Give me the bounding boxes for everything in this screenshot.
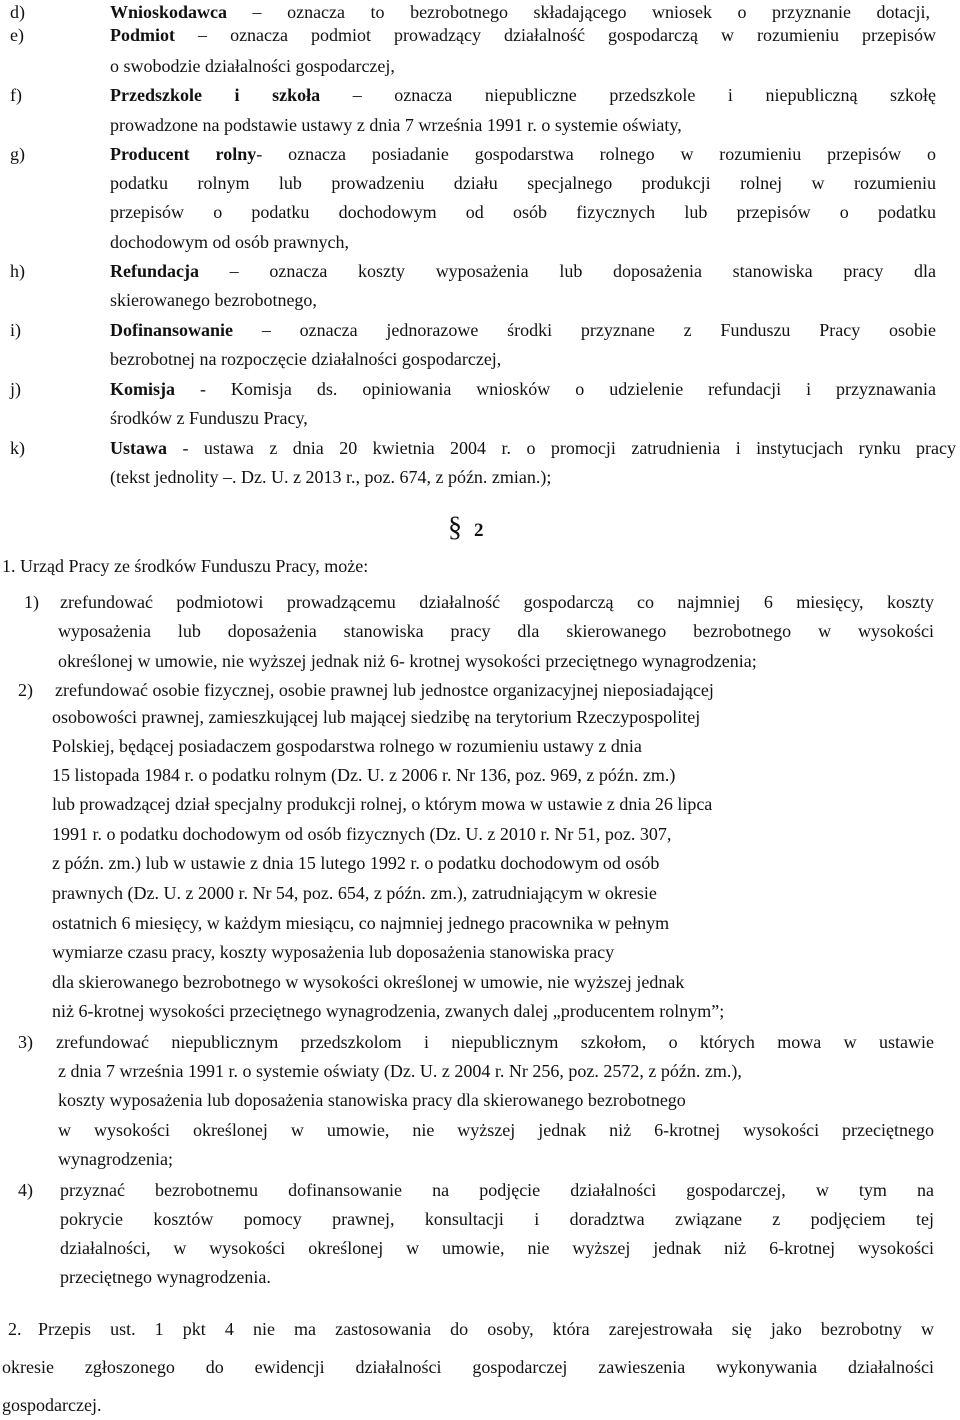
def-term: Podmiot <box>110 25 175 45</box>
def-letter: e) <box>10 25 24 45</box>
def-text: (tekst jednolity –. Dz. U. z 2013 r., poz. 674, z późn. zmian.); <box>110 467 552 487</box>
def-letter: k) <box>10 438 25 458</box>
point-text: wymiarze czasu pracy, koszty wyposażenia lub doposażenia stanowiska pracy <box>52 942 615 962</box>
def-text: - oznacza posiadanie gospodarstwa rolnego w rozumieniu przepisów o <box>256 144 936 164</box>
point-text: prawnych (Dz. U. z 2000 r. Nr 54, poz. 654, z późn. zm.), zatrudniającym w okresie <box>52 883 657 903</box>
point-text: 15 listopada 1984 r. o podatku rolnym (Dz. U. z 2006 r. Nr 136, poz. 969, z późn. zm.) <box>52 765 676 785</box>
def-letter: h) <box>10 261 25 281</box>
def-text: podatku rolnym lub prowadzeniu działu specjalnego produkcji rolnej w rozumieniu <box>110 173 936 193</box>
def-i: Dofinansowanie – oznacza jednorazowe środki przyznane z Funduszu Pracy osobie <box>110 320 937 340</box>
def-text: skierowanego bezrobotnego, <box>110 290 317 310</box>
def-letter: f) <box>10 85 22 105</box>
point-number: 2) <box>18 680 33 700</box>
section-symbol: § <box>448 512 462 543</box>
def-text: - ustawa z dnia 20 kwietnia 2004 r. o promocji zatrudnienia i instytucjach rynku pracy <box>182 438 957 458</box>
point-text: przeciętnego wynagrodzenia. <box>60 1267 271 1287</box>
point-text: koszty wyposażenia lub doposażenia stanowiska pracy dla skierowanego bezrobotnego <box>58 1090 686 1110</box>
def-text: - Komisja ds. opiniowania wniosków o udzielenie refundacji i przyznawania <box>199 379 936 399</box>
def-text: środków z Funduszu Pracy, <box>110 408 308 428</box>
def-text: przepisów o podatku dochodowym od osób fizycznych lub przepisów o podatku <box>110 202 936 222</box>
def-letter: d) <box>10 2 25 22</box>
paragraph-number: 2. <box>8 1319 22 1339</box>
def-term: Przedszkole i szkoła <box>110 85 321 105</box>
paragraph-text: okresie zgłoszonego do ewidencji działalności gospodarczej zawieszenia wykonywania działalności <box>2 1357 934 1377</box>
def-text: o swobodzie działalności gospodarczej, <box>110 56 395 76</box>
section-number: 2 <box>474 520 484 541</box>
point-text: z dnia 7 września 1991 r. o systemie oświaty (Dz. U. z 2004 r. Nr 256, poz. 2572, z późn. zm.), <box>58 1061 742 1081</box>
def-letter: g) <box>10 144 25 164</box>
point-text: działalności, w wysokości określonej w umowie, nie wyższej jednak niż 6-krotnej wysokości <box>60 1238 934 1258</box>
def-term: Producent rolny <box>110 144 257 164</box>
section-intro: 1. Urząd Pracy ze środków Funduszu Pracy, może: <box>2 556 369 576</box>
def-g <box>110 143 936 165</box>
def-text: oznacza koszty wyposażenia lub doposażenia stanowiska pracy dla <box>269 261 936 281</box>
point-text: wynagrodzenia; <box>58 1149 173 1169</box>
def-term: Komisja <box>110 379 175 399</box>
point-text: zrefundować osobie fizycznej, osobie prawnej lub jednostce organizacyjnej nieposiadającej <box>55 680 714 700</box>
def-text: bezrobotnej na rozpoczęcie działalności gospodarczej, <box>110 349 502 369</box>
point-number: 4) <box>18 1180 33 1200</box>
paragraph-text: Przepis ust. 1 pkt 4 nie ma zastosowania do osoby, która zarejestrowała się jako bezrobotny w <box>38 1319 934 1339</box>
point-text: określonej w umowie, nie wyższej jednak niż 6- krotnej wysokości przeciętnego wynagrodzenia; <box>58 651 757 671</box>
point-text: ostatnich 6 miesięcy, w każdym miesiącu, co najmniej jednego pracownika w pełnym <box>52 913 670 933</box>
point-text: przyznać bezrobotnemu dofinansowanie na podjęcie działalności gospodarczej, w tym na <box>60 1180 934 1200</box>
def-d: Wnioskodawca – oznacza to bezrobotnego składającego wniosek o przyznanie dotacji, <box>110 2 931 22</box>
def-f: Przedszkole i szkoła – oznacza niepubliczne przedszkole i niepubliczną szkołę <box>110 85 936 105</box>
def-letter: j) <box>10 379 21 399</box>
def-term: Wnioskodawca <box>110 2 228 22</box>
point-number: 3) <box>18 1032 33 1052</box>
point-number: 1) <box>24 592 39 612</box>
def-h: Refundacja – oznacza koszty wyposażenia lub doposażenia stanowiska pracy dla <box>110 261 936 281</box>
def-text: oznacza jednorazowe środki przyznane z Funduszu Pracy osobie <box>299 320 937 340</box>
point-text: w wysokości określonej w umowie, nie wyższej jednak niż 6-krotnej wysokości przeciętnego <box>58 1120 934 1140</box>
def-j <box>110 378 936 400</box>
point-text: lub prowadzącej dział specjalny produkcji rolnej, o którym mowa w ustawie z dnia 26 lipca <box>52 794 713 814</box>
def-letter: i) <box>10 320 21 340</box>
def-term: Ustawa <box>110 438 167 458</box>
def-text: dochodowym od osób prawnych, <box>110 232 349 252</box>
point-text: niż 6-krotnej wysokości przeciętnego wynagrodzenia, zwanych dalej „producentem rolnym”; <box>52 1001 725 1021</box>
paragraph-text: gospodarczej. <box>2 1395 102 1415</box>
point-text: z późn. zm.) lub w ustawie z dnia 15 lutego 1992 r. o podatku dochodowym od osób <box>52 853 660 873</box>
def-e: Podmiot – oznacza podmiot prowadzący działalność gospodarczą w rozumieniu przepisów <box>110 25 937 45</box>
point-text: dla skierowanego bezrobotnego w wysokości określonej w umowie, nie wyższej jednak <box>52 972 685 992</box>
point-text: zrefundować niepublicznym przedszkolom i niepublicznym szkołom, o których mowa w ustawie <box>56 1032 934 1052</box>
point-text: wyposażenia lub doposażenia stanowiska pracy dla skierowanego bezrobotnego w wysokości <box>58 621 934 641</box>
def-text: oznacza podmiot prowadzący działalność gospodarczą w rozumieniu przepisów <box>230 25 937 45</box>
point-text: pokrycie kosztów pomocy prawnej, konsultacji i doradztwa związane z podjęciem tej <box>60 1209 934 1229</box>
point-text: zrefundować podmiotowi prowadzącemu działalność gospodarczą co najmniej 6 miesięcy, koszty <box>60 592 934 612</box>
def-text: oznacza to bezrobotnego składającego wniosek o przyznanie dotacji, <box>287 2 931 22</box>
point-text: osobowości prawnej, zamieszkującej lub mającej siedzibę na terytorium Rzeczypospolitej <box>52 707 701 727</box>
def-text: prowadzone na podstawie ustawy z dnia 7 września 1991 r. o systemie oświaty, <box>110 115 682 135</box>
point-text: Polskiej, będącej posiadaczem gospodarstwa rolnego w rozumieniu ustawy z dnia <box>52 736 642 756</box>
def-k <box>110 437 956 459</box>
def-term: Dofinansowanie <box>110 320 234 340</box>
point-text: 1991 r. o podatku dochodowym od osób fizycznych (Dz. U. z 2010 r. Nr 51, poz. 307, <box>52 824 672 844</box>
def-term: Refundacja <box>110 261 199 281</box>
def-text: oznacza niepubliczne przedszkole i niepubliczną szkołę <box>394 85 936 105</box>
